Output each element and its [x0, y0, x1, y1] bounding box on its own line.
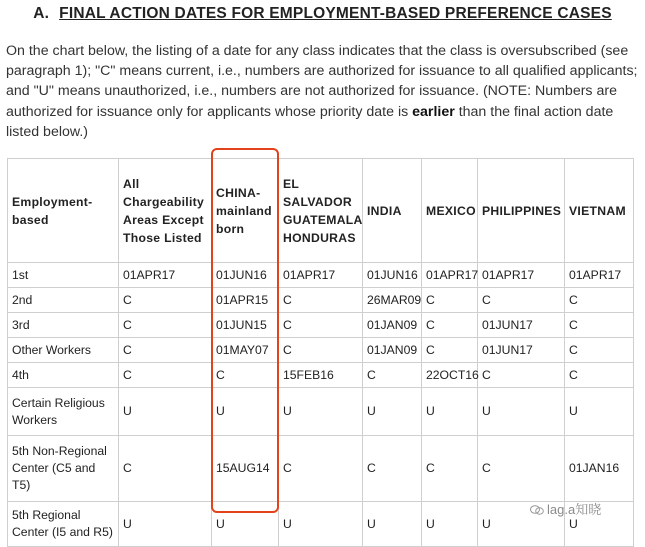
row-label: 3rd [8, 313, 119, 338]
header-india: INDIA [363, 159, 422, 263]
row-label: 2nd [8, 288, 119, 313]
table-row [8, 338, 634, 363]
table-cell: C [363, 363, 422, 388]
table-cell: U [279, 388, 363, 436]
table-cell: C [119, 288, 212, 313]
table-header-row [8, 159, 634, 263]
intro-text-after: than the final action date listed below.) [6, 103, 614, 140]
table-row [8, 436, 634, 502]
row-label: 5th Regional Center (I5 and R5) [8, 502, 119, 547]
table-cell: 15FEB16 [279, 363, 363, 388]
header-philippines: PHILIPPINES [478, 159, 565, 263]
table-cell: C [279, 436, 363, 502]
table-cell: C [279, 338, 363, 363]
table-cell: C [478, 363, 565, 388]
table-cell: 01JAN16 [565, 436, 634, 502]
table-cell: 26MAR09 [363, 288, 422, 313]
header-mexico: MEXICO [422, 159, 478, 263]
table-cell: C [212, 363, 279, 388]
table-cell: C [478, 288, 565, 313]
table-cell: U [478, 502, 565, 547]
section-label: A. [33, 5, 50, 22]
table-cell: 01JAN09 [363, 338, 422, 363]
header-employment-based: Employment-based [8, 159, 119, 263]
table-cell: 01APR15 [212, 288, 279, 313]
table-row [8, 263, 634, 288]
table-cell: C [565, 363, 634, 388]
table-cell: U [363, 502, 422, 547]
table-cell: 15AUG14 [212, 436, 279, 502]
table-cell: 01JUN17 [478, 313, 565, 338]
table-cell: C [279, 313, 363, 338]
row-label: Other Workers [8, 338, 119, 363]
table-cell: C [119, 436, 212, 502]
table-cell: C [119, 363, 212, 388]
table-cell: C [422, 288, 478, 313]
table-row [8, 388, 634, 436]
table-cell: U [478, 388, 565, 436]
header-china: CHINA-mainland born [212, 159, 279, 263]
table-cell: U [565, 502, 634, 547]
table-row [8, 313, 634, 338]
table-cell: C [279, 288, 363, 313]
row-label: Certain Religious Workers [8, 388, 119, 436]
table-cell: U [119, 502, 212, 547]
table-cell: C [119, 313, 212, 338]
table-cell: C [422, 436, 478, 502]
table-cell: U [422, 502, 478, 547]
table-cell: 01APR17 [565, 263, 634, 288]
intro-emphasis: earlier [412, 103, 455, 120]
table-cell: C [363, 436, 422, 502]
table-cell: C [422, 338, 478, 363]
table-cell: 01JUN16 [363, 263, 422, 288]
table-cell: C [478, 436, 565, 502]
table-row [8, 363, 634, 388]
table-cell: 01JUN16 [212, 263, 279, 288]
row-label: 5th Non-Regional Center (C5 and T5) [8, 436, 119, 502]
table-cell: 22OCT16 [422, 363, 478, 388]
table-cell: 01APR17 [279, 263, 363, 288]
table-row [8, 288, 634, 313]
table-cell: U [212, 502, 279, 547]
table-cell: 01JAN09 [363, 313, 422, 338]
table-cell: U [119, 388, 212, 436]
section-heading [0, 5, 645, 23]
header-vietnam: VIETNAM [565, 159, 634, 263]
final-action-dates-table [7, 158, 634, 547]
section-title: FINAL ACTION DATES FOR EMPLOYMENT-BASED PREFERENCE CASES [59, 5, 612, 22]
intro-text-before: On the chart below, the listing of a date for any class indicates that the class is oversubscribed (see paragraph 1); "C" means current, i.e., numbers are authorized for issuance to all qualified applicants; and "U" means unauthorized, i.e., numbers are not authorized for issuance. (NOTE: Numbers are authorized for issuance only for applicants whose priority date is [6, 43, 638, 120]
table-cell: C [119, 338, 212, 363]
table-cell: U [279, 502, 363, 547]
watermark-text: lag.a知晓 [547, 502, 602, 517]
header-el-salvador-guatemala-honduras: EL SALVADOR GUATEMALA HONDURAS [279, 159, 363, 263]
table-cell: 01APR17 [422, 263, 478, 288]
table-cell: U [565, 388, 634, 436]
table-cell: C [565, 288, 634, 313]
row-label: 4th [8, 363, 119, 388]
table-cell: C [565, 338, 634, 363]
header-all-chargeability: All Chargeability Areas Except Those Listed [119, 159, 212, 263]
table-cell: U [212, 388, 279, 436]
wechat-icon [530, 505, 544, 515]
table-cell: U [422, 388, 478, 436]
table-cell: 01MAY07 [212, 338, 279, 363]
watermark [530, 499, 601, 518]
intro-paragraph [6, 41, 638, 142]
table-cell: 01APR17 [119, 263, 212, 288]
table-cell: 01APR17 [478, 263, 565, 288]
table-cell: 01JUN15 [212, 313, 279, 338]
table-cell: C [565, 313, 634, 338]
table-cell: C [422, 313, 478, 338]
table-cell: U [363, 388, 422, 436]
table-cell: 01JUN17 [478, 338, 565, 363]
row-label: 1st [8, 263, 119, 288]
